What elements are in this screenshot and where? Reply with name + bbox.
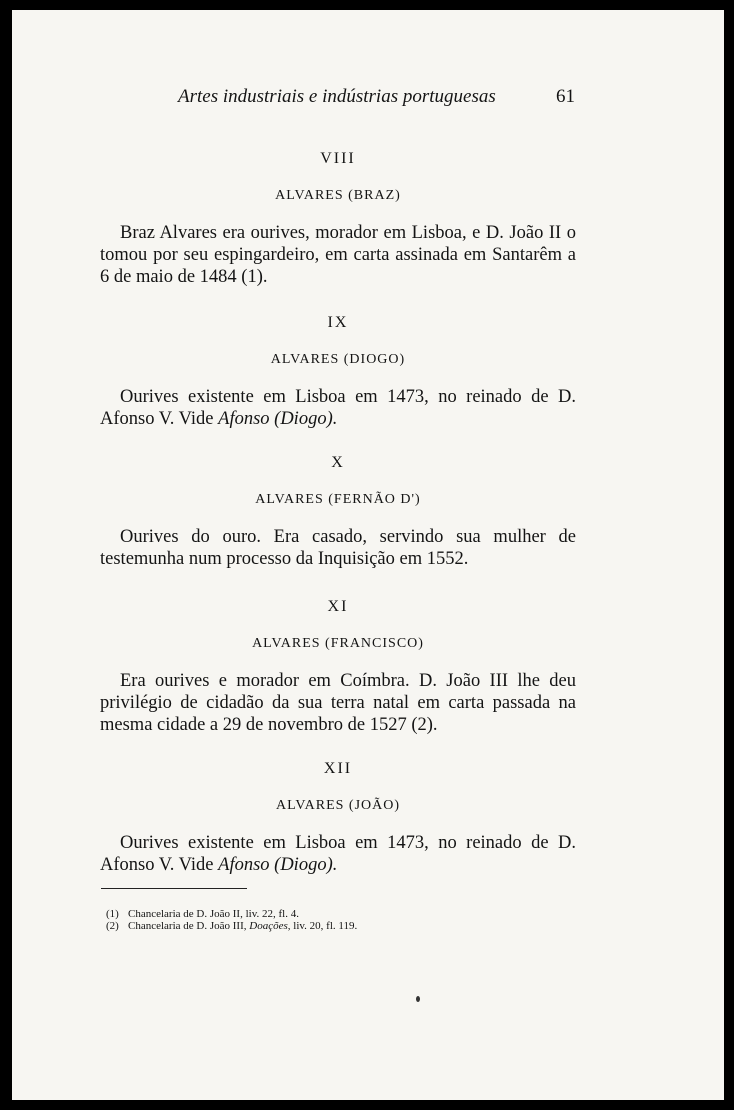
page-number: 61 bbox=[556, 86, 575, 107]
entry-text: Ourives do ouro. Era casado, servindo sua mulher de testemunha num processo da Inquisição em 1552. bbox=[100, 527, 576, 569]
entry-numeral: XI bbox=[327, 598, 349, 615]
page-header bbox=[12, 86, 724, 114]
entry-heading: ALVARES (FRANCISCO) bbox=[252, 636, 424, 651]
cross-reference: Afonso (Diogo). bbox=[218, 409, 338, 429]
entry-viii bbox=[100, 150, 576, 288]
entry-text bbox=[100, 832, 576, 876]
entry-heading: ALVARES (JOÃO) bbox=[275, 798, 401, 813]
footnote-text: Chancelaria de D. João III, bbox=[128, 920, 250, 932]
entry-numeral: XII bbox=[323, 760, 353, 777]
entry-numeral: VIII bbox=[320, 150, 356, 167]
footnote-text: Chancelaria de D. João II, liv. 22, fl. 4. bbox=[128, 908, 299, 920]
footnote bbox=[106, 920, 526, 932]
footnote bbox=[106, 908, 526, 920]
footnote-marker: (2) bbox=[106, 920, 119, 932]
entry-heading: ALVARES (DIOGO) bbox=[270, 352, 406, 367]
footnote-italic: Doações, bbox=[249, 920, 291, 932]
entry-text-main: Ourives existente em Lisboa em 1473, no reinado de D. Afonso V. Vide bbox=[100, 387, 576, 429]
footnote-text-end: liv. 20, fl. 119. bbox=[290, 920, 358, 932]
entry-xii bbox=[100, 760, 576, 876]
ink-speck bbox=[416, 996, 420, 1002]
entry-numeral: IX bbox=[327, 314, 349, 331]
entry-xi bbox=[100, 598, 576, 736]
document-page bbox=[12, 10, 724, 1100]
entry-heading: ALVARES (BRAZ) bbox=[275, 188, 401, 203]
footnote-marker: (1) bbox=[106, 908, 119, 920]
entry-heading: ALVARES (FERNÃO D') bbox=[255, 492, 421, 507]
entry-ix bbox=[100, 314, 576, 430]
entry-text: Braz Alvares era ourives, morador em Lisboa, e D. João II o tomou por seu espingardeiro, em carta assinada em Santarêm a 6 de maio de 1484 (1). bbox=[100, 223, 576, 287]
footnote-divider bbox=[101, 888, 247, 889]
entry-text: Era ourives e morador em Coímbra. D. João III lhe deu privilégio de cidadão da sua terra natal em carta passada na mesma cidade a 29 de novembro de 1527 (2). bbox=[100, 671, 576, 735]
entry-text bbox=[100, 386, 576, 430]
entry-text-main: Ourives existente em Lisboa em 1473, no reinado de D. Afonso V. Vide bbox=[100, 833, 576, 875]
entry-x bbox=[100, 454, 576, 570]
running-title: Artes industriais e indústrias portuguesas bbox=[178, 86, 496, 107]
cross-reference: Afonso (Diogo). bbox=[218, 855, 338, 875]
footnotes bbox=[106, 908, 526, 932]
entry-numeral: X bbox=[331, 454, 345, 471]
